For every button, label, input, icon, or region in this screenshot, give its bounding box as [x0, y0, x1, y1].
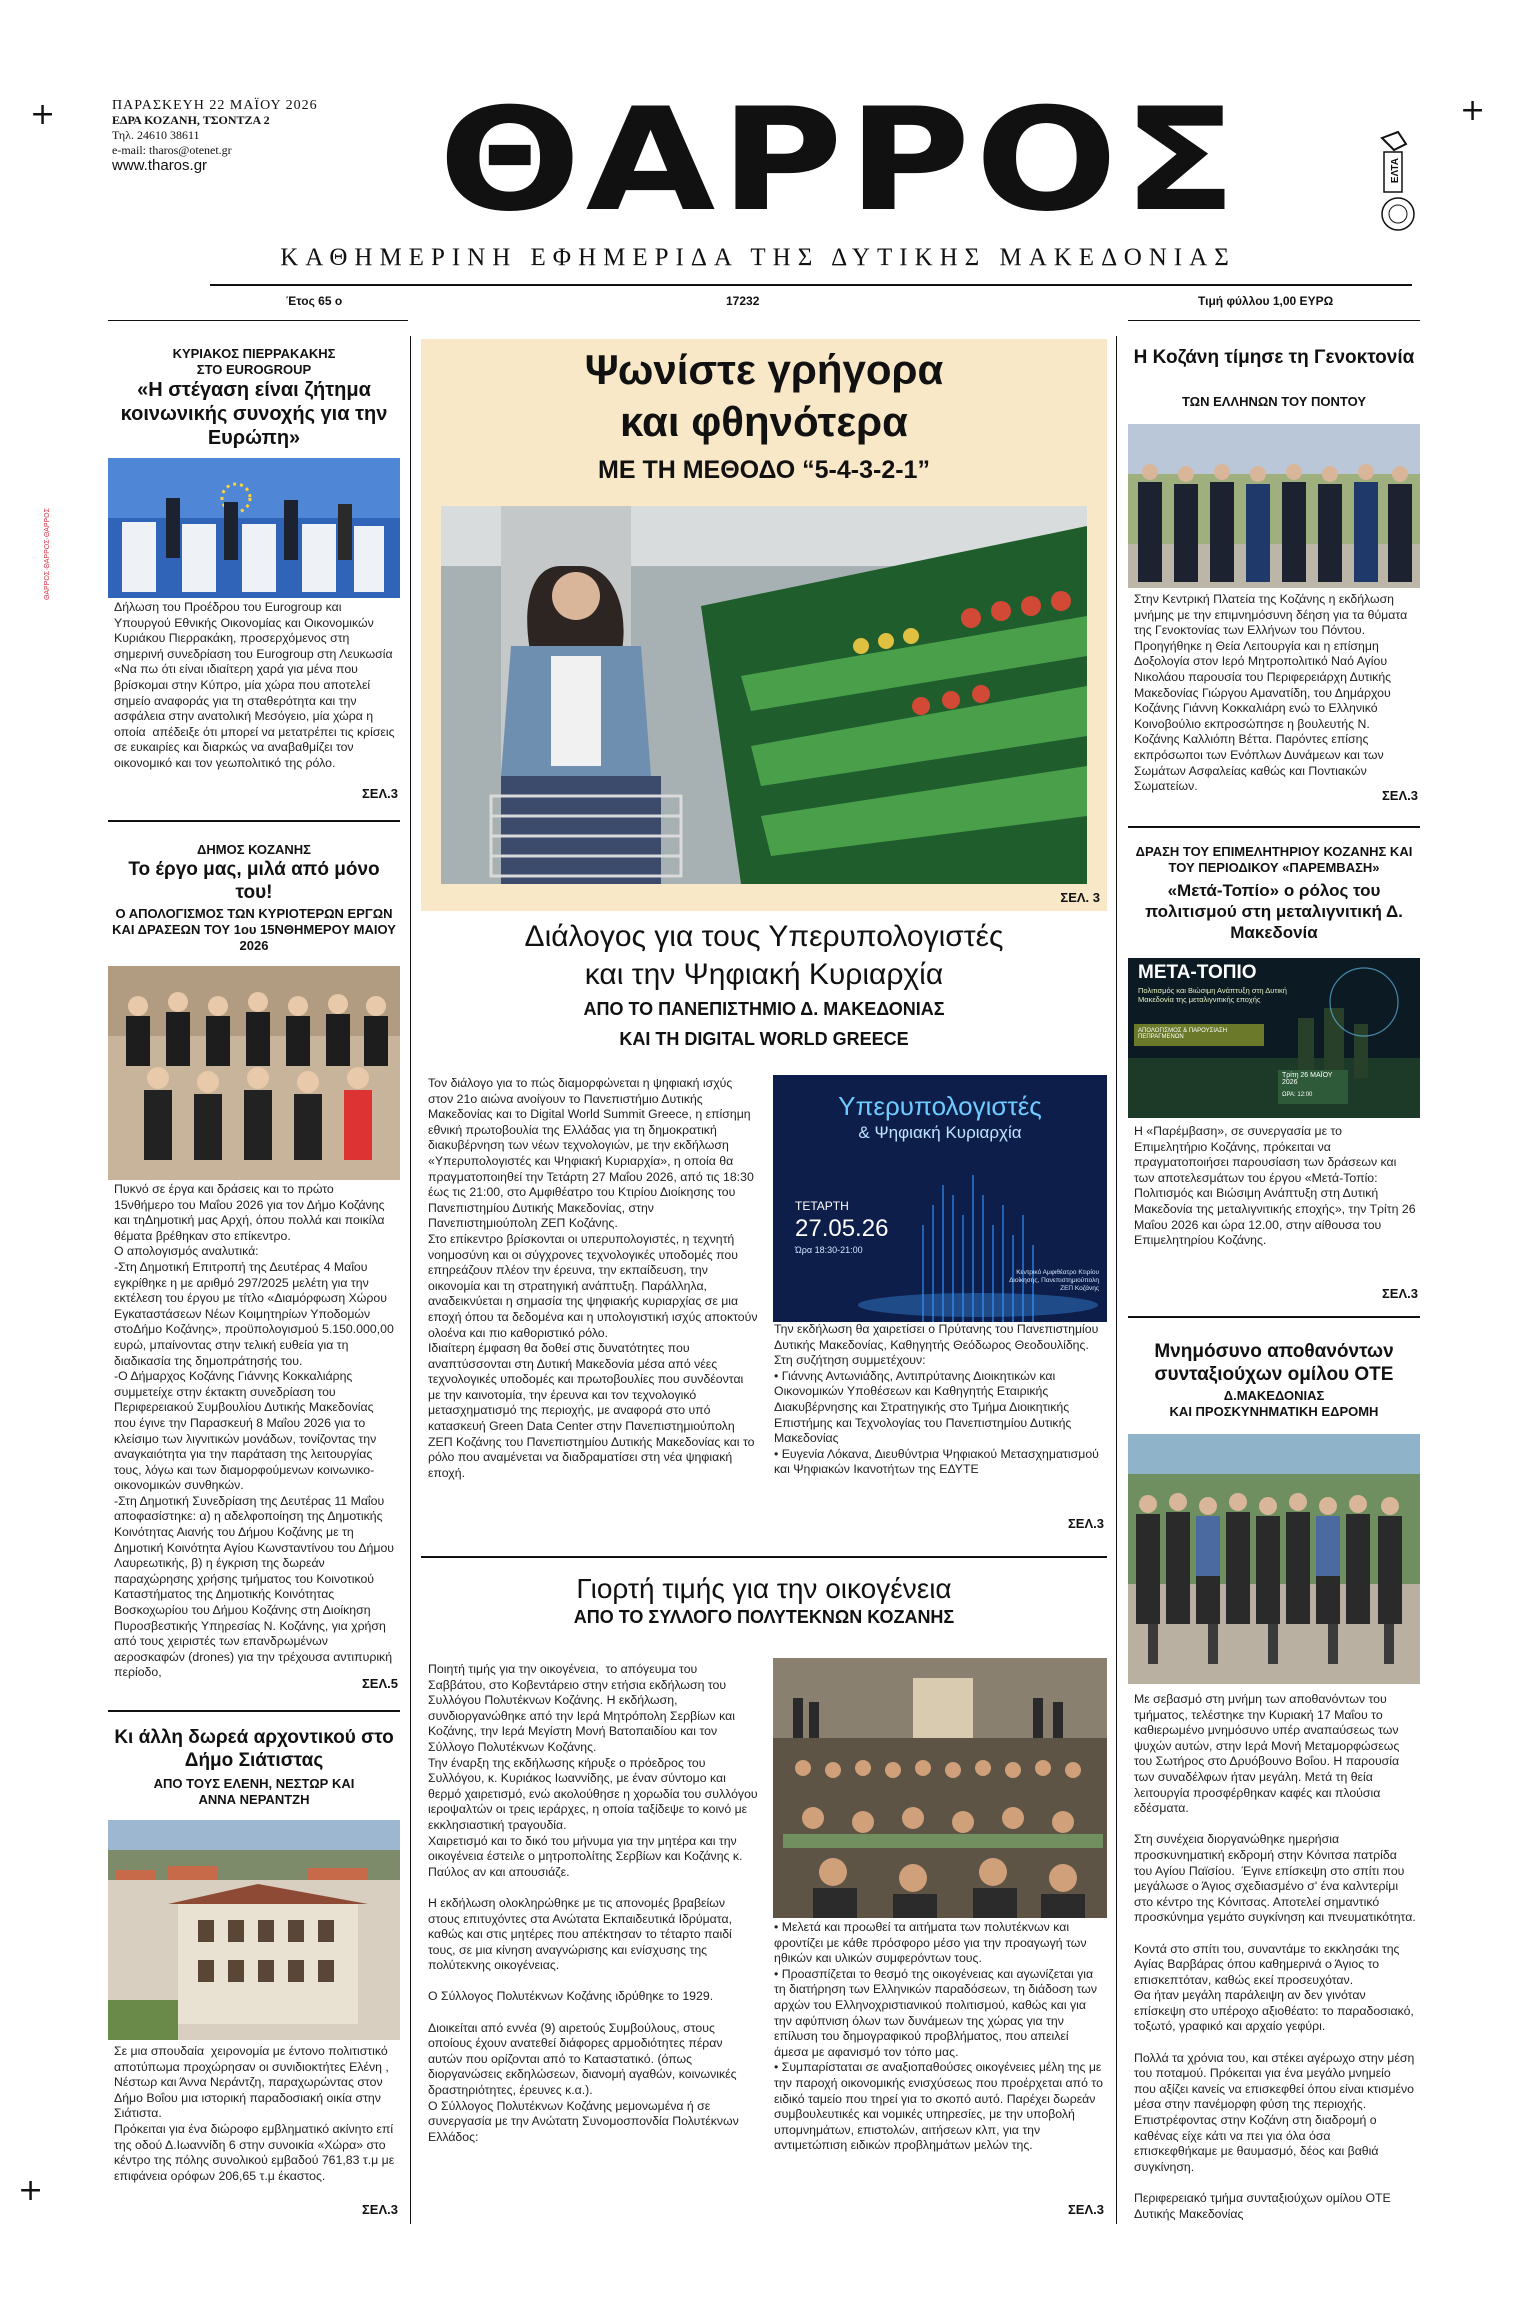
left-a1-kicker — [108, 346, 400, 378]
headline-line: και την Ψηφιακή Κυριαρχία — [584, 958, 944, 991]
commemoration-photo — [1128, 424, 1420, 588]
page-ref[interactable]: ΣΕΛ.3 — [362, 786, 398, 801]
article-divider — [108, 820, 400, 822]
poster-box: ΑΠΟΛΟΓΙΣΜΟΣ & ΠΑΡΟΥΣΙΑΣΗ ΠΕΠΡΑΓΜΕΝΩΝ — [1138, 1028, 1228, 1040]
column-divider — [410, 336, 411, 2224]
left-a3-sub: ΑΠΟ ΤΟΥΣ ΕΛΕΝΗ, ΝΕΣΤΩΡ ΚΑΙ ΑΝΝΑ ΝΕΡΑΝΤΖΗ — [153, 1776, 355, 1807]
headline-line: Διάλογος για τους Υπερυπολογιστές — [524, 920, 1004, 953]
center-a2-sub — [421, 994, 1107, 1054]
header-rule — [210, 284, 1412, 286]
poster-day: ΤΕΤΑΡΤΗ — [795, 1199, 849, 1213]
center-a2-body: Τον διάλογο για το πώς διαμορφώνεται η ψηφιακή ισχύς στον 21ο αιώνα ανοίγουν το Πανεπιστήμιο Δυτικής Μακεδονίας και το Digital World Summit Greece, η επίσημη εθνική πρωτοβουλία της Ελλάδας για τη δημοκρατική διακυβέρνηση των νέων τεχνολογιών, με την εκδήλωση «Υπερυπολογιστές και Ψηφιακή Κυριαρχία», η οποία θα πραγματοποιηθεί την Τετάρτη 27 Μαΐου 2026, από τις 18:30 έως τις 21:00, στο Αμφιθέατρο του Κτιρίου Διοίκησης του Πανεπιστημίου Δυτικής Μακεδονίας, στην Πανεπιστημιούπολη ΖΕΠ Κοζάνης. Στο επίκεντρο βρίσκονται οι υπερυπολογιστές, η τεχνητή νοημοσύνη και οι σύγχρονες τεχνολογικές υποδομές που επηρεάζουν πλέον την έρευνα, την εκπαίδευση, την οικονομία και τη στρατηγική ανάπτυξη. Παράλληλα, αναδεικνύεται η σημασία της ψηφιακής κυριαρχίας σε μια εποχή όπου τα δεδομένα και η υπολογιστική ισχύς αποκτούν ολοένα και πιο καθοριστικό ρόλο. Ιδιαίτερη έμφαση θα δοθεί στις δυνατότητες που αναπτύσσονται στη Δυτική Μακεδονία μέσα από νέες τεχνολογικές υποδομές και πρωτοβουλίες που συνδέονται με την καινοτομία, την έρευνα και τον τεχνολογικό μετασχηματισμό της περιοχής, με αναφορά στο υπό κατασκευή Green Data Center στην Πανεπιστημιούπολη ΖΕΠ Κοζάνης του Πανεπιστημίου Δυτικής Μακεδονίας και το ρόλο που αναμένεται να διαδραματίσει στη νέα ψηφιακή εποχή. — [428, 1076, 758, 1480]
poster-venue: Κεντρικό Αμφιθέατρο Κτιρίου Διοίκησης, Πανεπιστημιούπολη ΖΕΠ Κοζάνης — [1009, 1269, 1099, 1292]
poster-subtitle: Πολιτισμός και Βιώσιμη Ανάπτυξη στη Δυτική Μακεδονία της μεταλιγνιτικής εποχής — [1138, 986, 1287, 1004]
right-a1-body: Στην Κεντρική Πλατεία της Κοζάνης η εκδήλωση μνήμης με την επιμνημόσυνη δέηση για τα θύματα της Γενοκτονίας των Ελλήνων του Πόντου. Προηγήθηκε η Θεία Λειτουργία και η επίσημη Δοξολογία στον Ιερό Μητροπολιτικό Ναό Αγίου Νικολάου παρουσία του Περιφερειάρχη Δυτικής Μακεδονίας Γιώργου Αμανατίδη, του Δημάρχου Κοζάνης Γιάννη Κοκκαλιάρη ενώ το Ελληνικό Κοινοβούλιο εκπροσώπησε η βουλευτής Ν. Κοζάνης Καλλιόπη Βέττα. Παρόντες επίσης εκπρόσωποι των Ενόπλων Δυνάμεων και των Σωμάτων Ασφαλείας καθώς και Ποντιακών Σωματείων. — [1134, 592, 1408, 794]
page-ref[interactable]: ΣΕΛ.3 — [362, 2202, 398, 2217]
article-divider — [108, 1710, 400, 1712]
article-divider — [1128, 826, 1420, 828]
rule — [1128, 320, 1420, 321]
article-divider — [1128, 1316, 1420, 1318]
website-link[interactable]: www.tharos.gr — [112, 157, 208, 174]
left-a2-sub: Ο ΑΠΟΛΟΓΙΣΜΟΣ ΤΩΝ ΚΥΡΙΟΤΕΡΩΝ ΕΡΓΩΝ ΚΑΙ ΔΡΑΣΕΩΝ ΤΟΥ 1ου 15ΝΘΗΜΕΡΟΥ ΜΑΙΟΥ 2026 — [112, 906, 396, 953]
price-label: Τιμή φύλλου 1,00 ΕΥΡΩ — [1198, 294, 1334, 308]
page-ref[interactable]: ΣΕΛ.3 — [1382, 788, 1418, 803]
subheadline: Δ.ΜΑΚΕΔΟΝΙΑΣ — [1223, 1388, 1325, 1403]
right-a2-body: Η «Παρέμβαση», σε συνεργασία με το Επιμελητήριο Κοζάνης, πρόκειται να πραγματοποιήσει παρουσίαση των δράσεων και των αποτελεσμάτων του έργου «Μετά-Τοπίο: Πολιτισμός και Βιώσιμη Ανάπτυξη στη Δυτική Μακεδονία της μεταλιγνιτικής εποχής», την Τρίτη 26 Μαΐου 2026 και ώρα 12.00, στην αίθουσα του Επιμελητηρίου Κοζάνης. — [1134, 1124, 1419, 1248]
feature-title-line: Ψωνίστε γρήγορα — [584, 346, 944, 393]
meta-topio-poster — [1128, 958, 1420, 1118]
feature-subtitle: ΜΕ ΤΗ ΜΕΘΟΔΟ “5-4-3-2-1” — [598, 456, 930, 484]
center-a3-title: Γιορτή τιμής για την οικογένεια — [576, 1573, 952, 1604]
subheadline: ΑΠΟ ΤΟ ΠΑΝΕΠΙΣΤΗΜΙΟ Δ. ΜΑΚΕΔΟΝΙΑΣ — [583, 999, 945, 1019]
poster-time: ΩΡΑ: 12:00 — [1282, 1092, 1313, 1098]
address: ΕΔΡΑ ΚΟΖΑΝΗ, ΤΣΟΝΤΖΑ 2 — [112, 113, 270, 127]
right-a1-title: Η Κοζάνη τίμησε τη Γενοκτονία — [1133, 347, 1415, 368]
page-ref[interactable]: ΣΕΛ.3 — [1382, 1286, 1418, 1301]
feature-title-line: και φθηνότερα — [620, 398, 908, 445]
column-divider — [1116, 336, 1117, 2224]
page-ref[interactable]: ΣΕΛ.3 — [1068, 2202, 1104, 2217]
mansion-photo — [108, 1820, 400, 2040]
supercomputers-poster — [773, 1075, 1107, 1322]
masthead: ΘΑΡΡΟΣ — [438, 78, 1242, 243]
subheadline: ΚΑΙ ΠΡΟΣΚΥΝΗΜΑΤΙΚΗ ΕΔΡΟΜΗ — [1169, 1404, 1379, 1419]
right-a2-title: «Μετά-Τοπίο» ο ρόλος του πολιτισμού στη μεταλιγνιτική Δ. Μακεδονία — [1145, 881, 1403, 942]
center-a2-title — [421, 918, 1107, 994]
side-strip: ΘΑΡΡΟΣ·ΘΑΡΡΟΣ·ΘΑΡΡΟΣ — [44, 508, 51, 600]
poster-title: ΜΕΤΑ-ΤΟΠΙΟ — [1138, 962, 1257, 983]
center-a3-body-right: • Μελετά και προωθεί τα αιτήματα των πολυτέκνων και φροντίζει με κάθε πρόσφορο μέσο για την προαγωγή των ηθικών και υλικών συμφερόντων τους. • Προασπίζεται το θεσμό της οικογένειας και αγωνίζεται για τη διατήρηση των Ελληνικών παραδόσεων, τη διάδοση των αρχών του Ελληνοχριστιανικού πολιτισμού, καθώς και για την αφύπνιση όλων των δυνάμεων της χώρας για την επίλυση του δημογραφικού προβλήματος, που απειλεί άμεσα με αφανισμό τον τόπο μας. • Συμπαρίσταται σε αναξιοπαθούσες οικογένειες μέλη της με την παροχή οικονομικής ενισχύσεως που προέρχεται από το ειδικό ταμείο που τηρεί για το σκοπό αυτό. Παρέχει δωρεάν συμβουλευτικές και νομικές υπηρεσίες, με την υποβολή υπομνημάτων, επιστολών, αιτήσεων κλπ, για την αντιμετώπιση ειδικών προβλημάτων μελών της. — [774, 1920, 1103, 2153]
right-a1-sub: ΤΩΝ ΕΛΛΗΝΩΝ ΤΟΥ ΠΟΝΤΟΥ — [1181, 394, 1367, 409]
left-a2-title: Το έργο μας, μιλά από μόνο του! — [128, 859, 380, 903]
tagline: ΚΑΘΗΜΕΡΙΝΗ ΕΦΗΜΕΡΙΔΑ ΤΗΣ ΔΥΤΙΚΗΣ ΜΑΚΕΔΟΝΙΑΣ — [280, 244, 1236, 271]
issue-number: 17232 — [726, 294, 760, 308]
poster-title: Υπερυπολογιστές — [838, 1091, 1042, 1121]
left-a3-body: Σε μια σπουδαία χειρονομία με έντονο πολιτιστικό αποτύπωμα προχώρησαν οι συνιδιοκτήτες Ελένη , Νέστωρ και Άννα Νεράντζη, παραχωρώντας στον Δήμο Βοΐου μια ιστορική παραδοσιακή οικία στην Σιάτιστα. Πρόκειται για ένα διώροφο εμβληματικό ακίνητο επί της οδού Δ.Ιωαννίδη 6 στην συνοικία «Χώρα» στο κέντρο της πόλης συνολικού εμβαδού 761,83 τ.μ με επιφάνεια ορόφων 206,65 τ.μ έκαστος. — [114, 2044, 395, 2183]
email: e-mail: tharos@otenet.gr — [112, 143, 232, 157]
registration-mark: + — [30, 97, 56, 132]
center-a2-right-body: Την εκδήλωση θα χαιρετίσει ο Πρύτανης του Πανεπιστημίου Δυτικής Μακεδονίας, Καθηγητής Θεόδωρος Θεοδουλίδης. Στη συζήτηση συμμετέχουν: • Γιάννης Αντωνιάδης, Αντιπρύτανης Διοικητικών και Οικονομικών Υποθέσεων και Καθηγητής Εταιρικής Διακυβέρνησης και Στρατηγικής στο Τμήμα Διοικητικής Επιστήμης και Τεχνολογίας του Πανεπιστημίου Δυτικής Μακεδονίας • Ευγενία Λόκανα, Διευθύντρια Ψηφιακού Μετασχηματισμού και Ψηφιακών Ικανοτήτων της ΕΔΥΤΕ — [774, 1322, 1099, 1477]
left-a1-title: «Η στέγαση είναι ζήτημα κοινωνικής συνοχής για την Ευρώπη» — [120, 379, 388, 449]
left-a3-title: Κι άλλη δωρεά αρχοντικού στο Δήμο Σιάτιστας — [114, 1727, 394, 1771]
registration-mark: + — [1460, 93, 1486, 128]
ote-group-photo — [1128, 1434, 1420, 1684]
poster-time: Ώρα 18:30-21:00 — [795, 1245, 863, 1255]
center-a3-body-left: Ποιητή τιμής για την οικογένεια, το απόγευμα του Σαββάτου, στο Κοβεντάρειο στην ετήσια εκδήλωση του Συλλόγου Πολυτέκνων Κοζάνης. Η εκδήλωση, συνδιοργανώθηκε από την Ιερά Μητρόπολη Σερβίων και Κοζάνης, την Ιερά Μεγίστη Μονή Βατοπαιδίου και τον Σύλλογο Πολυτέκνων Κοζάνης. Την έναρξη της εκδήλωσης κήρυξε ο πρόεδρος του Συλλόγου, κ. Κυριάκος Ιωαννίδης, με έναν σύντομο και θερμό χαιρετισμό, ενώ ακολούθησε η χορωδία του συλλόγου ιεροψαλτών οι τρεις ιεράρχες, η οποία ταξίδεψε το κοινό με εκκλησιαστική τραγουδία. Χαιρετισμό και το δικό του μήνυμα για την μητέρα και την οικογένεια έστειλε ο μητροπολίτης Σερβίων και Κοζάνης κ. Παύλος αν και απουσιάζε. Η εκδήλωση ολοκληρώθηκε με τις απονομές βραβείων στους επιτυχόντες στα Ανώτατα Εκπαιδευτικά Ιδρύματα, καθώς και στις μητέρες που απέκτησαν το τέταρτο παιδί τους, σε μια κίνηση αναγνώρισης και ενίσχυσης της πολύτεκνης οικογένειας. Ο Σύλλογος Πολυτέκνων Κοζάνης ιδρύθηκε το 1929. Διοικείται από εννέα (9) αιρετούς Συμβούλους, στους οποίους έχουν ανατεθεί διάφορες αρμοδιότητες πέραν αυτών που ορίζονται από το Καταστατικό. (όπως διοργανώσεις εκδηλώσεων, διανομή αγαθών, κοινωνικές δραστηριότητες, έρευνες κ.α.). Ο Σύλλογος Πολυτέκνων Κοζάνης μεμονωμένα ή σε συνεργασία με την Ανώτατη Συνομοσπονδία Πολυτέκνων Ελλάδος: — [428, 1662, 758, 2144]
right-a2-kicker: ΔΡΑΣΗ ΤΟΥ ΕΠΙΜΕΛΗΤΗΡΙΟΥ ΚΟΖΑΝΗΣ ΚΑΙ ΤΟΥ ΠΕΡΙΟΔΙΚΟΥ «ΠΑΡΕΜΒΑΣΗ» — [1135, 844, 1413, 875]
page-ref[interactable]: ΣΕΛ.5 — [362, 1676, 398, 1691]
family-event-photo — [773, 1658, 1107, 1918]
elta-label: ΕΛΤΑ — [1390, 158, 1401, 184]
left-a2-kicker: ΔΗΜΟΣ ΚΟΖΑΝΗΣ — [197, 842, 311, 857]
year-label: Έτος 65 ο — [286, 294, 343, 308]
kicker: ΚΥΡΙΑΚΟΣ ΠΙΕΡΡΑΚΑΚΗΣ — [172, 346, 336, 361]
page-ref[interactable]: ΣΕΛ.3 — [1068, 1516, 1104, 1531]
supermarket-photo — [441, 506, 1087, 884]
right-a3-title: Μνημόσυνο αποθανόντων συνταξιούχων ομίλου ΟΤΕ — [1154, 1341, 1394, 1385]
students-group-photo — [108, 966, 400, 1180]
header-info — [112, 98, 352, 173]
right-a3-body: Με σεβασμό στη μνήμη των αποθανόντων του τμήματος, τελέστηκε την Κυριακή 17 Μαΐου το καθιερωμένο μνημόσυνο υπέρ αναπαύσεως των ψυχών αυτών, στην Ιερά Μονή Μεταμορφώσεως του Σωτήρος στο Δρυόβουνο Βοΐου. Η παρουσία των συναδέλφων ήταν μεγάλη. Μετά τη θεία λειτουργία προσφέρθηκαν καφές και πλούσια εδέσματα. Στη συνέχεια διοργανώθηκε ημερήσια προσκυνηματική εκδρομή στην Κόνιτσα πατρίδα του Αγίου Παϊσίου. Έγινε επίσκεψη στο σπίτι που μεγάλωσε ο Άγιος σχεδιασμένο σ' ένα καλντερίμι στο κέντρο της Κόνιτσας. Αποτελεί σημαντικό προσκύνημα γεμάτο συγκίνηση και πνευματικότητα. Κοντά στο σπίτι του, συναντάμε το εκκλησάκι της Αγίας Βαρβάρας όπου καθημερινά ο Άγιος το επισκεπτόταν, καθώς εκεί προσευχόταν. Θα ήταν μεγάλη παράλειψη αν δεν γινόταν επίσκεψη στο υπέροχο αξιοθέατο: το παραδοσιακό, τοξωτό, γραφικό και αρχαίο γεφύρι. Πολλά τα χρόνια του, και στέκει αγέρωχο στην μέση του ποταμού. Πρόκειται για ένα μεγάλο μνημείο που αξίζει κανείς να επισκεφθεί όπου είναι κτισμένο μέσα στην πανέμορφη φύση της περιοχής. Επιστρέφοντας στην Κοζάνη στη διαδρομή ο καθένας είχε κάτι να πει για όλα όσα επισκεφθήκαμε με θαυμασμό, δέος και βαθιά συγκίνηση. Περιφερειακό τμήμα συνταξιούχων ομίλου ΟΤΕ Δυτικής Μακεδονίας — [1134, 1692, 1416, 2221]
left-a1-body: Δήλωση του Προέδρου του Eurogroup και Υπουργού Εθνικής Οικονομίας και Οικονομικών Κυριάκου Πιερρακάκη, προσερχόμενος στη σημερινή συνεδρίαση του Eurogroup στη Λευκωσία «Να πω ότι είναι ιδιαίτερη χαρά για μένα που βρίσκομαι στην Κύπρο, μία χώρα που αποτελεί σημείο αναφοράς για τη σταθερότητα και την ασφάλεια στην ανατολική Μεσόγειο, μία χώρα η οποία απέδειξε ότι μπορεί να μετατρέπει τις κρίσεις σε ευκαιρίες και διαρκώς να αναβαθμίζει τον οικονομικό και τον γεωπολιτικό της ρόλο. — [114, 600, 395, 770]
phone: Τηλ. 24610 38611 — [112, 128, 200, 142]
feature-title — [421, 344, 1107, 448]
page-ref[interactable]: ΣΕΛ. 3 — [1060, 890, 1100, 905]
left-a2-body: Πυκνό σε έργα και δράσεις και το πρώτο 15νθήμερο του Μαΐου 2026 για τον Δήμο Κοζάνης και τηΔημοτική μας Αρχή, όπου πολλά και ποικίλα θέματα βρέθηκαν στο επίκεντρο. Ο απολογισμός αναλυτικά: -Στη Δημοτική Επιτροπή της Δευτέρας 4 Μαΐου εγκρίθηκε η με αριθμό 297/2025 μελέτη για την εκτέλεση του έργου με τίτλο «Διαμόρφωση Χώρου Εγκαταστάσεων Νέων Κοιμητηρίων Υποδομών στοΔήμο Κοζάνης», προϋπολογισμού 5.150.000,00 ευρώ, μπαίνοντας στην τελική ευθεία για τη διαδικασία της δημοπράτησής του. -Ο Δήμαρχος Κοζάνης Γιάννης Κοκκαλιάρης συμμετείχε στην έκτακτη συνεδρίαση του Περιφερειακού Συμβουλίου Δυτικής Μακεδονίας που έγινε την Παρασκευή 8 Μαΐου 2026 για το κλείσιμο των λιγνιτικών μονάδων, τονίζοντας την αναγκαιότητα για την παράταση της λειτουργίας τους, λόγω και των διαμορφούμενων κοινωνικο-οικονομικών συνθηκών. -Στη Δημοτική Συνεδρίαση της Δευτέρας 11 Μαΐου αποφασίστηκε: α) η αδελφοποίηση της Δημοτικής Κοινότητας Αιανής του Δήμου Κοζάνης με τη Δημοτική Κοινότητα Αγίου Κωνσταντίνου του Δήμου Λαυρεωτικής, β) η έγκριση της δωρεάν παραχώρησης χρήσης τμήματος του Κοινοτικού Καταστήματος της Δημοτικής Κοινότητας Βοσκοχωρίου του Δήμου Κοζάνης στη Διοίκηση Πυροσβεστικής Υπηρεσίας Ν. Κοζάνης, για χρήση από τους χειριστές των επανδρωμένων αεροσκαφών (drones) για την τρέχουσα αντιπυρική περίοδο, — [114, 1182, 395, 1680]
issue-date: ΠΑΡΑΣΚΕΥΗ 22 ΜΑΪΟΥ 2026 — [112, 98, 318, 113]
kicker: ΣΤΟ EUROGROUP — [196, 362, 312, 377]
elta-logo — [1376, 128, 1420, 232]
poster-date: 27.05.26 — [795, 1215, 889, 1242]
poster-date: Τρίτη 26 ΜΑΪΟΥ 2026 — [1282, 1072, 1333, 1086]
rule — [108, 320, 408, 321]
right-a3-sub — [1128, 1388, 1420, 1420]
center-a3-sub: ΑΠΟ ΤΟ ΣΥΛΛΟΓΟ ΠΟΛΥΤΕΚΝΩΝ ΚΟΖΑΝΗΣ — [573, 1607, 955, 1627]
eurogroup-photo — [108, 458, 400, 598]
subheadline: ΚΑΙ ΤΗ DIGITAL WORLD GREECE — [619, 1029, 909, 1049]
poster-subtitle: & Ψηφιακή Κυριαρχία — [858, 1123, 1022, 1142]
article-divider — [421, 1556, 1107, 1558]
registration-mark: + — [18, 2173, 44, 2208]
